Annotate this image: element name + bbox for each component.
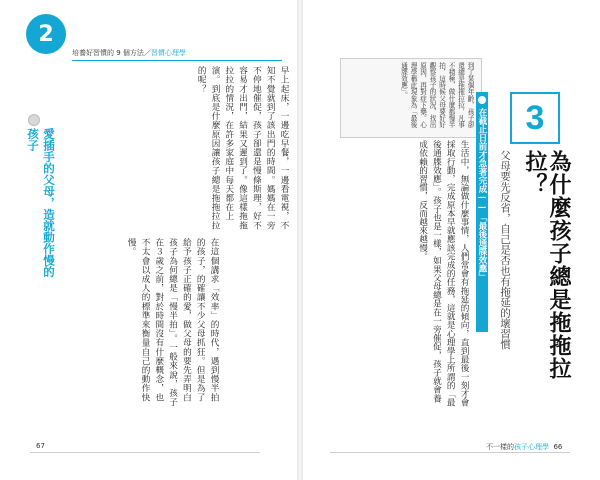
header-rule — [72, 60, 282, 61]
running-header — [72, 48, 186, 58]
body-text-top: 早上起床，一邊吃早餐，一邊看電視，不知不覺就到了該出門的時間。媽媽在一旁不停地催促，孩子卻還是慢條斯理，好不容易才出門，結果又遲到了。像這樣拖拖拉拉的情況，在許多家庭中每天都在上演。到底是什麼原因讓孩子總是拖拖拉拉的呢？ — [196, 66, 289, 230]
tip-icon — [478, 96, 486, 104]
chapter-number: 2 — [38, 21, 54, 47]
tip-label: 在截止日前才急著完成——「最後通牒效應」 — [477, 108, 487, 281]
footer-rule-right — [330, 452, 570, 453]
footer-rule-left — [30, 452, 260, 453]
section-number-box — [510, 92, 560, 144]
body-text-right: 生活中，無論做什麼事情，人們常會有拖延的傾向，直到最後一刻才會採取行動，完成原本早就應該完成的任務，這就是心理學上所謂的「最後通牒效應」。孩子也是一樣，如果父母總是在一旁催促，孩子就會養成依賴的習慣，反而越來越慢。 — [417, 140, 469, 407]
page-number-left: 67 — [36, 442, 45, 450]
section-number: 3 — [525, 98, 545, 137]
subsection-title: 愛插手的父母，造就動作慢的孩子 — [26, 128, 56, 278]
running-header-prefix: 培養好習慣的 9 個方法／ — [72, 49, 151, 57]
book-gutter — [297, 0, 303, 480]
running-footer-accent: 孩子心理學 — [514, 443, 549, 451]
section-title: 為什麼孩子總是拖拖拉拉？ — [522, 150, 571, 380]
intro-text: 到了某個年齡，孩子卻還總是拖拖拉拉，凡事不積極，做什麼都慢半拍，這時候父母要好好觀察孩子的狀況，找出原因，再對症下藥。心理學稱此現象為「最後通牒效應」。 — [399, 62, 474, 128]
subsection-marker-icon — [28, 114, 40, 126]
running-header-accent: 習慣心理學 — [150, 49, 186, 57]
chapter-number-badge — [26, 14, 66, 54]
running-footer — [486, 442, 562, 452]
section-subtitle: 父母要先反省，自己是否也有拖延的壞習慣 — [499, 150, 511, 350]
body-text-bottom: 在這個講求「效率」的時代，遇到慢半拍的孩子，的確讓不少父母抓狂。但是為了給予孩子正確的愛，做父母的要先弄明白孩子為何總是「慢半拍」。一般來說，孩子在３歲之前，對於時間沒有什麼概念，也不太會以成人的標準來衡量自己的動作快慢。 — [126, 238, 219, 407]
running-footer-prefix: 不一樣的 — [486, 443, 514, 451]
page-number-right: 66 — [553, 443, 563, 451]
